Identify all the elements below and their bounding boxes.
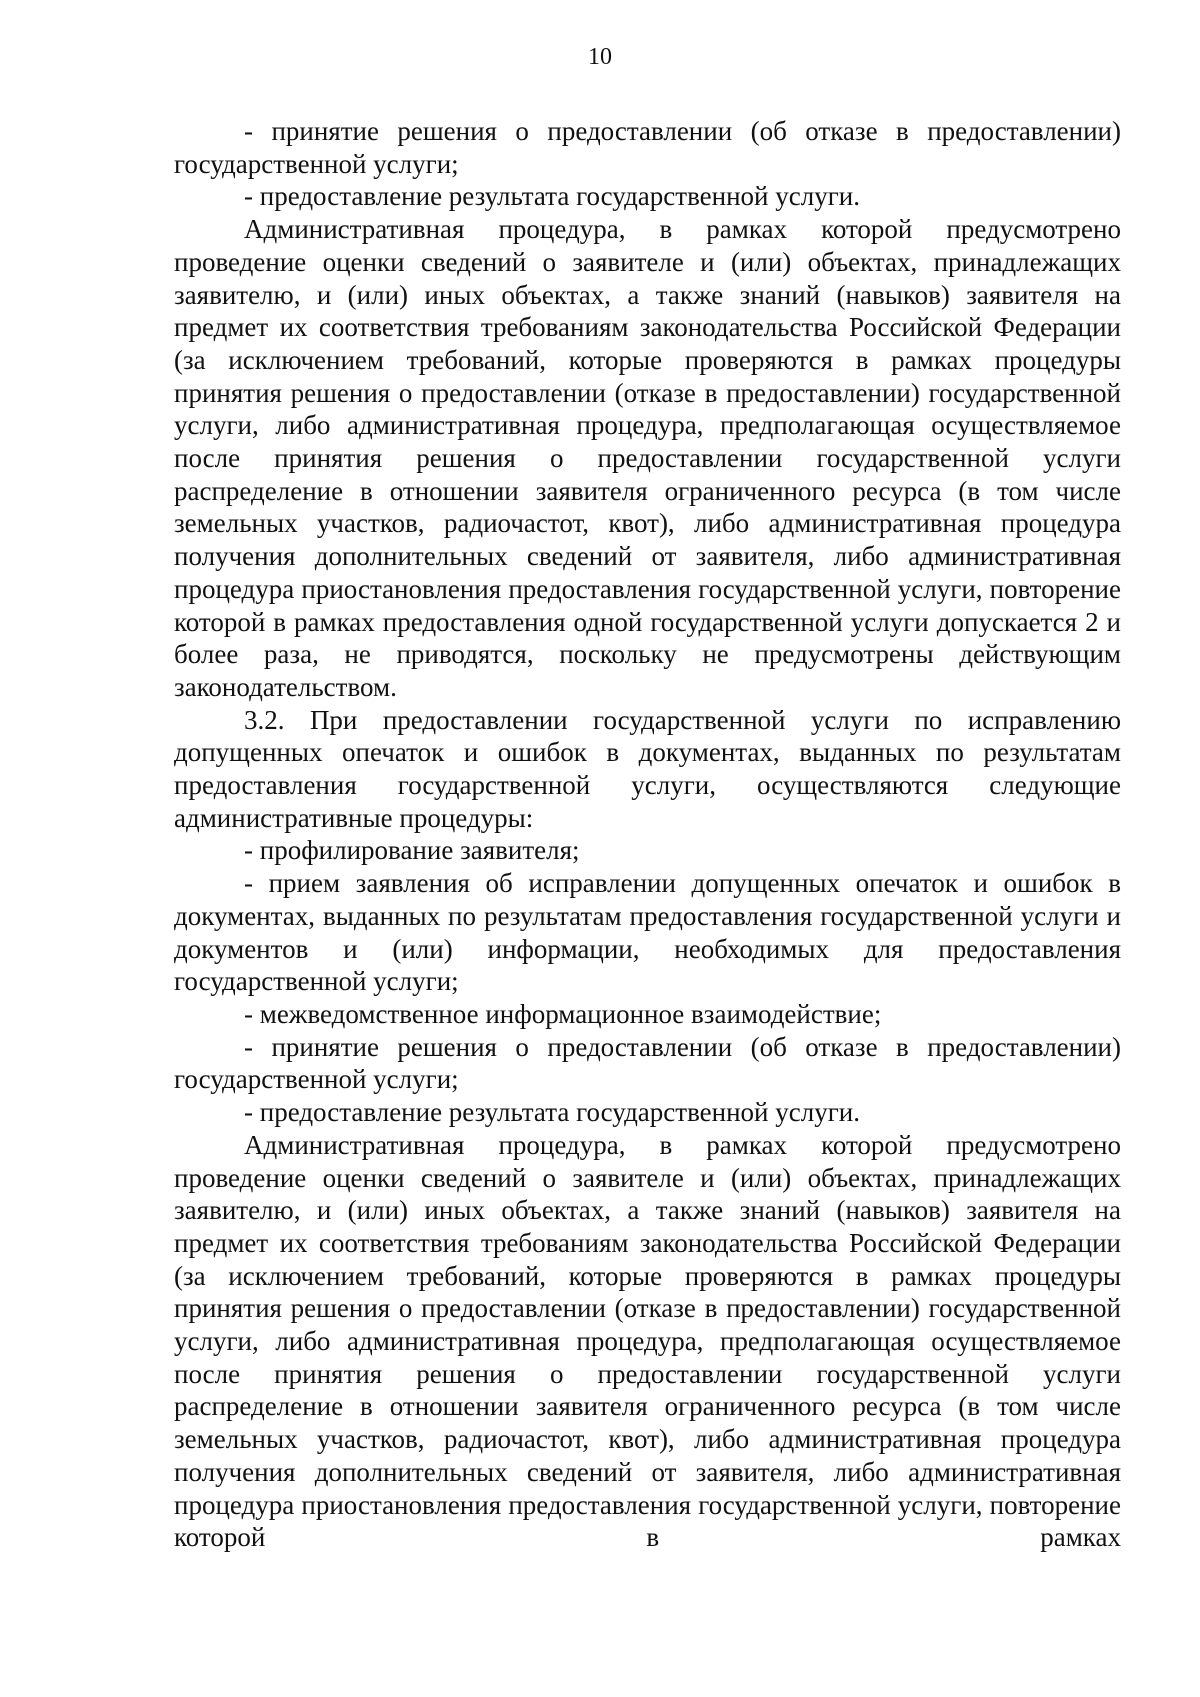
page-number: 10 bbox=[588, 44, 612, 70]
paragraph: - предоставление результата государственной услуги. bbox=[244, 181, 860, 212]
paragraph: - предоставление результата государственной услуги. bbox=[244, 1097, 860, 1128]
paragraph: - принятие решения о предоставлении (об отказе в предоставлении) государственной услуги; bbox=[174, 116, 1121, 179]
paragraph: - профилирование заявителя; bbox=[244, 835, 580, 866]
paragraph: Административная процедура, в рамках которой предусмотрено проведение оценки сведений о заявителе и (или) объектах, принадлежащих заявителю, и (или) иных объектах, а также знаний (навыков) заявителя на предмет их соответствия требованиям законодательства Российской Федерации (за исключением требований, которые проверяются в рамках процедуры принятия решения о предоставлении (отказе в предоставлении) государственной услуги, либо административная процедура, предполагающая осуществляемое после принятия решения о предоставлении государственной услуги распределение в отношении заявителя ограниченного ресурса (в том числе земельных участков, радиочастот, квот), либо административная процедура получения дополнительных сведений от заявителя, либо административная процедура приостановления предоставления государственной услуги, повторение которой в рамках предоставления одной государственной услуги допускается 2 и более раза, не приводятся, поскольку не предусмотрены действующим законодательством. bbox=[174, 214, 1121, 702]
document-body bbox=[174, 115, 1121, 1554]
paragraph: 3.2. При предоставлении государственной услуги по исправлению допущенных опечаток и ошибок в документах, выданных по результатам предоставления государственной услуги, осуществляются следующие административные процедуры: bbox=[174, 704, 1121, 833]
paragraph: - прием заявления об исправлении допущенных опечаток и ошибок в документах, выданных по результатам предоставления государственной услуги и документов и (или) информации, необходимых для предоставления государственной услуги; bbox=[174, 868, 1121, 997]
paragraph: - принятие решения о предоставлении (об отказе в предоставлении) государственной услуги; bbox=[174, 1031, 1121, 1095]
paragraph: Административная процедура, в рамках которой предусмотрено проведение оценки сведений о заявителе и (или) объектах, принадлежащих заявителю, и (или) иных объектах, а также знаний (навыков) заявителя на предмет их соответствия требованиям законодательства Российской Федерации (за исключением требований, которые проверяются в рамках процедуры принятия решения о предоставлении (отказе в предоставлении) государственной услуги, либо административная процедура, предполагающая осуществляемое после принятия решения о предоставлении государственной услуги распределение в отношении заявителя ограниченного ресурса (в том числе земельных участков, радиочастот, квот), либо административная процедура получения дополнительных сведений от заявителя, либо административная процедура приостановления предоставления государственной услуги, повторение которой в рамках bbox=[174, 1129, 1121, 1553]
paragraph: - межведомственное информационное взаимодействие; bbox=[244, 998, 882, 1029]
